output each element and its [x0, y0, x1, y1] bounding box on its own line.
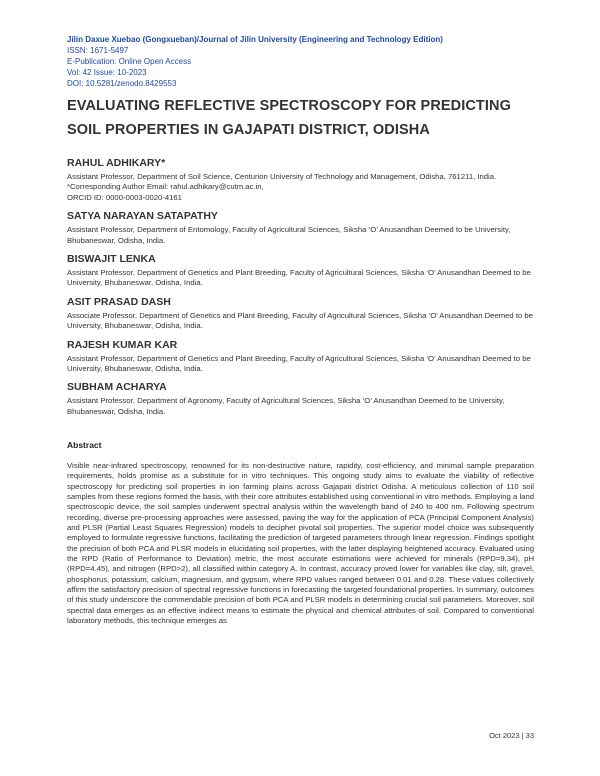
author-name: RAJESH KUMAR KAR	[67, 338, 178, 351]
author-block	[67, 380, 533, 417]
author-orcid: ORCID ID: 0000-0003-0020-4161	[67, 192, 182, 202]
author-name: RAHUL ADHIKARY*	[67, 157, 166, 169]
journal-title: Jilin Daxue Xuebao (Gongxueban)/Journal of Jilin University (Engineering and Technology Edition)	[67, 35, 443, 44]
journal-header	[67, 34, 547, 89]
author-block	[67, 156, 533, 203]
author-block	[67, 295, 533, 332]
journal-publication: E-Publication: Online Open Access	[67, 57, 192, 66]
author-affiliation: Associate Professor, Department of Genetics and Plant Breeding, Faculty of Agricultural Sciences, Siksha ‘O’ Anusandhan Deemed to be University, Bhubaneswar, Odisha, India.	[67, 310, 533, 331]
abstract-heading: Abstract	[67, 440, 102, 450]
author-list	[67, 156, 533, 423]
author-affiliation: Assistant Professor, Department of Soil Science, Centurion University of Technology and Management, Odisha, 761211, India. *Corresponding Author Email: rahul.adhikary@cutm.ac.in,	[67, 172, 497, 192]
author-name: ASIT PRASAD DASH	[67, 295, 171, 308]
page-footer: Oct 2023 | 33	[489, 731, 534, 740]
author-name: BISWAJIT LENKA	[67, 253, 156, 266]
journal-issn: ISSN: 1671-5497	[67, 46, 129, 55]
author-affiliation: Assistant Professor, Department of Entomology, Faculty of Agricultural Sciences, Siksha ‘O’ Anusandhan Deemed to be University, Bhubaneswar, Odisha, India.	[67, 225, 511, 245]
journal-doi: DOI: 10.5281/zenodo.8429553	[67, 79, 177, 88]
author-block	[67, 252, 533, 289]
paper-title: EVALUATING REFLECTIVE SPECTROSCOPY FOR PREDICTING SOIL PROPERTIES IN GAJAPATI DISTRICT, ODISHA	[67, 98, 511, 138]
author-affiliation: Assistant Professor, Department of Genetics and Plant Breeding, Faculty of Agricultural Sciences, Siksha ‘O’ Anusandhan Deemed to be University, Bhubaneswar, Odisha, India.	[67, 268, 531, 288]
author-affiliation: Assistant Professor, Department of Genetics and Plant Breeding, Faculty of Agricultural Sciences, Siksha ‘O’ Anusandhan Deemed to be University, Bhubaneswar, Odisha, India.	[67, 353, 531, 374]
author-block	[67, 209, 533, 246]
author-name: SUBHAM ACHARYA	[67, 381, 167, 394]
author-affiliation: Assistant Professor, Department of Agronomy, Faculty of Agricultural Sciences, Siksha ‘O’ Anusandhan Deemed to be University, Bhubaneswar, Odisha, India.	[67, 396, 505, 416]
author-name: SATYA NARAYAN SATAPATHY	[67, 210, 218, 223]
journal-volume: Vol: 42 Issue: 10-2023	[67, 68, 147, 77]
abstract-body: Visible near-infrared spectroscopy, renowned for its non-destructive nature, rapidity, cost-efficiency, and minimal sample preparation requirements, holds promise as a substitute for in vitro techniques. This ongoing study aims to evaluate the viability of reflective spectroscopy for predicting soil properties in ion farming plains across Gajapati district Odisha. A meticulous collection of 110 soil samples from these regions formed the basis, with their core attributes established using conventional in vitro methods. Employing a land spectroscopic device, the soil samples underwent spectral analysis within the wavelength band of 240 to 400 nm. Following spectrum recording, diverse pre-processing approaches were assessed, paving the way for the application of PCA (Principal Component Analysis) and PLSR (Partial Least Squares Regression) models to decipher pivotal soil properties. The superior model choice was subsequently employed to formulate regressive functions, facilitating the prediction of targeted parameters through linear regression. Findings spotlight the precision of both PCA and PLSR models in elucidating soil properties, with the latter displaying heightened accuracy. Evaluated using the RPD (Ratio of Performance to Deviation) metric, the most accurate estimations were achieved for minerals (RPD=9.34), pH (RPD=4.45), and nitrogen (RPD>2), all classified within category A. In contrast, accuracy proved lower for variables like clay, silt, gravel, phosphorus, potassium, calcium, magnesium, and gypsum, where RPD values ranged between 0.01 and 0.28. These values collectively affirm the satisfactory precision of spectral regressive functions in forecasting the targeted foundational properties. In summary, outcomes of this study underscore the commendable precision of both PCA and PLSR models in determining crucial soil parameters. Moreover, soil spectral data emerges as an effective indirect means to estimate the physical and chemical attributes of soil. Compared to conventional laboratory methods, this technique emerges as	[67, 461, 534, 626]
author-block	[67, 338, 533, 375]
